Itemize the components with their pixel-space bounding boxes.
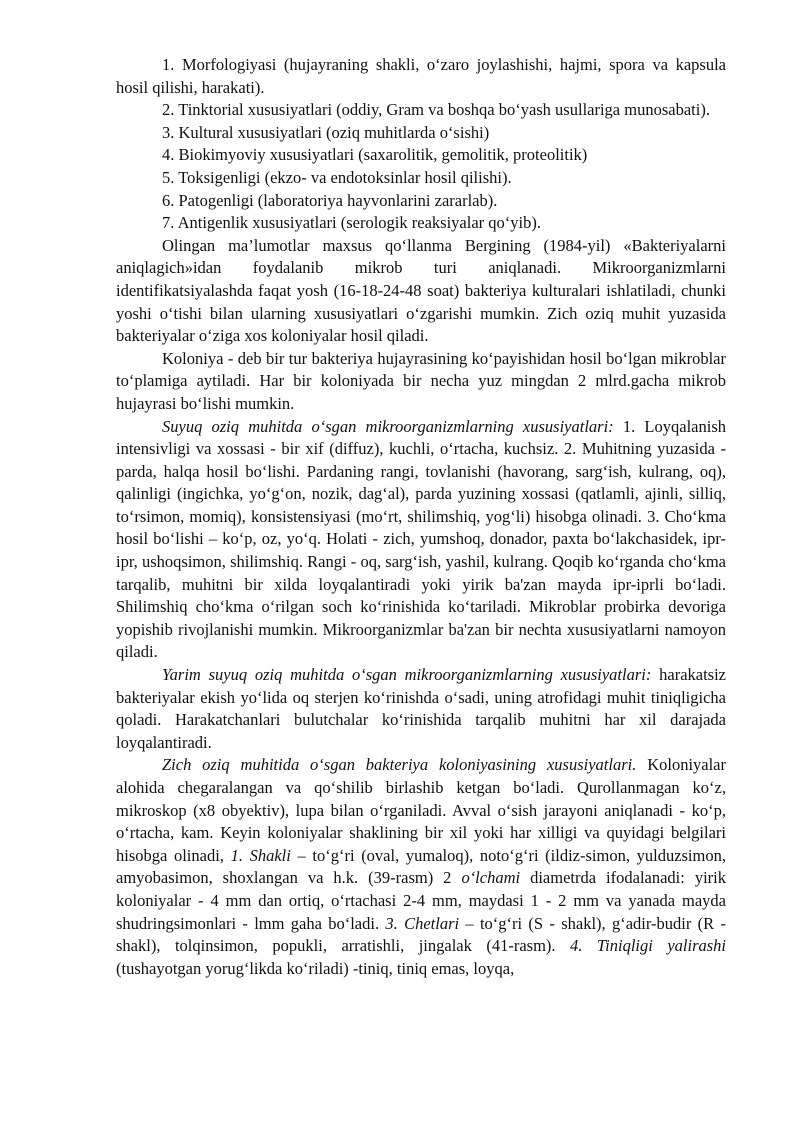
paragraph-identification: Olingan ma’lumotlar maxsus qo‘llanma Bergining (1984-yil) «Bakteriyalarni aniqlagich»idan foydalanib mikrob turi aniqlanadi. Mikroorganizmlarni identifikatsiyalashda faqat yosh (16-18-24-48 soat) bakteriya kulturalari ishlatiladi, chunki yoshi o‘tishi bilan ularning xususiyatlari o‘zgarishi mumkin. Zich oziq muhit yuzasida bakteriyalar o‘ziga xos koloniyalar hosil qiladi. bbox=[116, 235, 726, 346]
paragraph-text: – to‘g‘ri (S - shakl), g‘adir-budir (R - shakl), tolqinsimon, popukli, arratishli, jingalak (41-rasm). bbox=[116, 913, 726, 956]
section-heading: Suyuq oziq muhitda o‘sgan mikroorganizmlarning xususiyatlari: bbox=[162, 416, 614, 436]
list-item: 2. Tinktorial xususiyatlari (oddiy, Gram va boshqa bo‘yash usullariga munosabati). bbox=[162, 100, 710, 120]
term-shape: 1. Shakli bbox=[230, 845, 291, 865]
paragraph-text: harakatsiz bakteriyalar ekish yo‘lida oq sterjen ko‘rinishda o‘sadi, uning atrofidagi muhit tiniqligicha qoladi. Harakatchanlari bulutchalar ko‘rinishida tarqalib muhitni har xil darajada loyqalantiradi. bbox=[116, 665, 726, 752]
paragraph-text: – to‘g‘ri (oval, yumaloq), noto‘g‘ri (ildiz-simon, yulduzsimon, amyobasimon, shoxlangan va h.k. (39-rasm) 2 bbox=[116, 845, 726, 888]
list-item: 4. Biokimyoviy xususiyatlari (saxarolitik, gemolitik, proteolitik) bbox=[162, 145, 588, 165]
list-item: 6. Patogenligi (laboratoriya hayvonlarini zararlab). bbox=[162, 190, 498, 210]
section-heading: Zich oziq muhitida o‘sgan bakteriya koloniyasining xususiyatlari. bbox=[162, 755, 637, 775]
term-transparency: 4. Tiniqligi yalirashi bbox=[570, 936, 727, 956]
paragraph-text: 1. Loyqalanish intensivligi va xossasi - bir xif (diffuz), kuchli, o‘rtacha, kuchsiz. 2. Muhitning yuzasida -parda, halqa hosil bo‘lishi. Pardaning rangi, tovlanishi (havorang, sarg‘ish, kulrang, oq), qalinligi (ingichka, yo‘g‘on, nozik, dag‘al), parda yuzining xossasi (qatlamli, ajinli, silliq, to‘rsimon, momiq), konsistensiyasi (mo‘rt, shilimshiq, yog‘li) hisobga olinadi. 3. Cho‘kma hosil bo‘lishi – ko‘p, oz, yo‘q. Holati - zich, yumshoq, donador, paxta bo‘lakchasidek, ipr-ipr, ushoqsimon, shilimshiq. Rangi - oq, sarg‘ish, yashil, kulrang. Qoqib ko‘rganda cho‘kma tarqalib, muhitni bir xilda loyqalantiradi yoki yirik ba'zan mayda ipr-iprli bo‘ladi. Shilimshiq cho‘kma o‘rilgan soch ko‘rinishida ko‘tariladi. Mikroblar probirka devoriga yopishib rivojlanishi mumkin. Mikroorganizmlar ba'zan bir nechta xususiyatlarni namoyon qiladi. bbox=[116, 416, 726, 662]
document-page bbox=[116, 54, 726, 980]
paragraph-semi-liquid-medium bbox=[116, 664, 726, 754]
term-edges: 3. Chetlari bbox=[385, 913, 460, 933]
list-item: 3. Kultural xususiyatlari (oziq muhitlarda o‘sishi) bbox=[162, 122, 490, 142]
paragraph-text: Koloniyalar alohida chegaralangan va qo‘shilib birlashib ketgan bo‘ladi. Qurollanmagan ko‘z, mikroskop (x8 obyektiv), lupa bilan o‘rganiladi. Avval o‘sish jarayoni aniqlanadi - ko‘p, o‘rtacha, kam. Keyin koloniyalar shaklining bir xil yoki har xilligi va quyidagi belgilari hisobga olinadi, bbox=[116, 755, 726, 865]
list-item: 7. Antigenlik xususiyatlari (serologik reaksiyalar qo‘yib). bbox=[162, 213, 541, 233]
section-heading: Yarim suyuq oziq muhitda o‘sgan mikroorganizmlarning xususiyatlari: bbox=[162, 665, 652, 685]
paragraph-liquid-medium bbox=[116, 416, 726, 665]
paragraph-solid-medium bbox=[116, 754, 726, 980]
list-item: 1. Morfologiyasi (hujayraning shakli, o‘zaro joylashishi, hajmi, spora va kapsula hosil qilishi, harakati). bbox=[116, 55, 726, 97]
list-item: 5. Toksigenligi (ekzo- va endotoksinlar hosil qilishi). bbox=[162, 167, 512, 187]
paragraph-text: (tushayotgan yorug‘likda ko‘riladi) -tiniq, tiniq emas, loyqa, bbox=[116, 958, 515, 978]
term-size: o‘lchami bbox=[461, 868, 521, 888]
paragraph-text: diametrda ifodalanadi: yirik koloniyalar - 4 mm dan ortiq, o‘rtachasi 2-4 mm, maydasi 1 - 2 mm va yanada mayda shudringsimonlari - lmm gaha bo‘ladi. bbox=[116, 868, 727, 933]
paragraph-colony-definition: Koloniya - deb bir tur bakteriya hujayrasining ko‘payishidan hosil bo‘lgan mikroblar to‘plamiga aytiladi. Har bir koloniyada bir necha yuz mingdan 2 mlrd.gacha mikrob hujayrasi bo‘lishi mumkin. bbox=[116, 348, 726, 413]
